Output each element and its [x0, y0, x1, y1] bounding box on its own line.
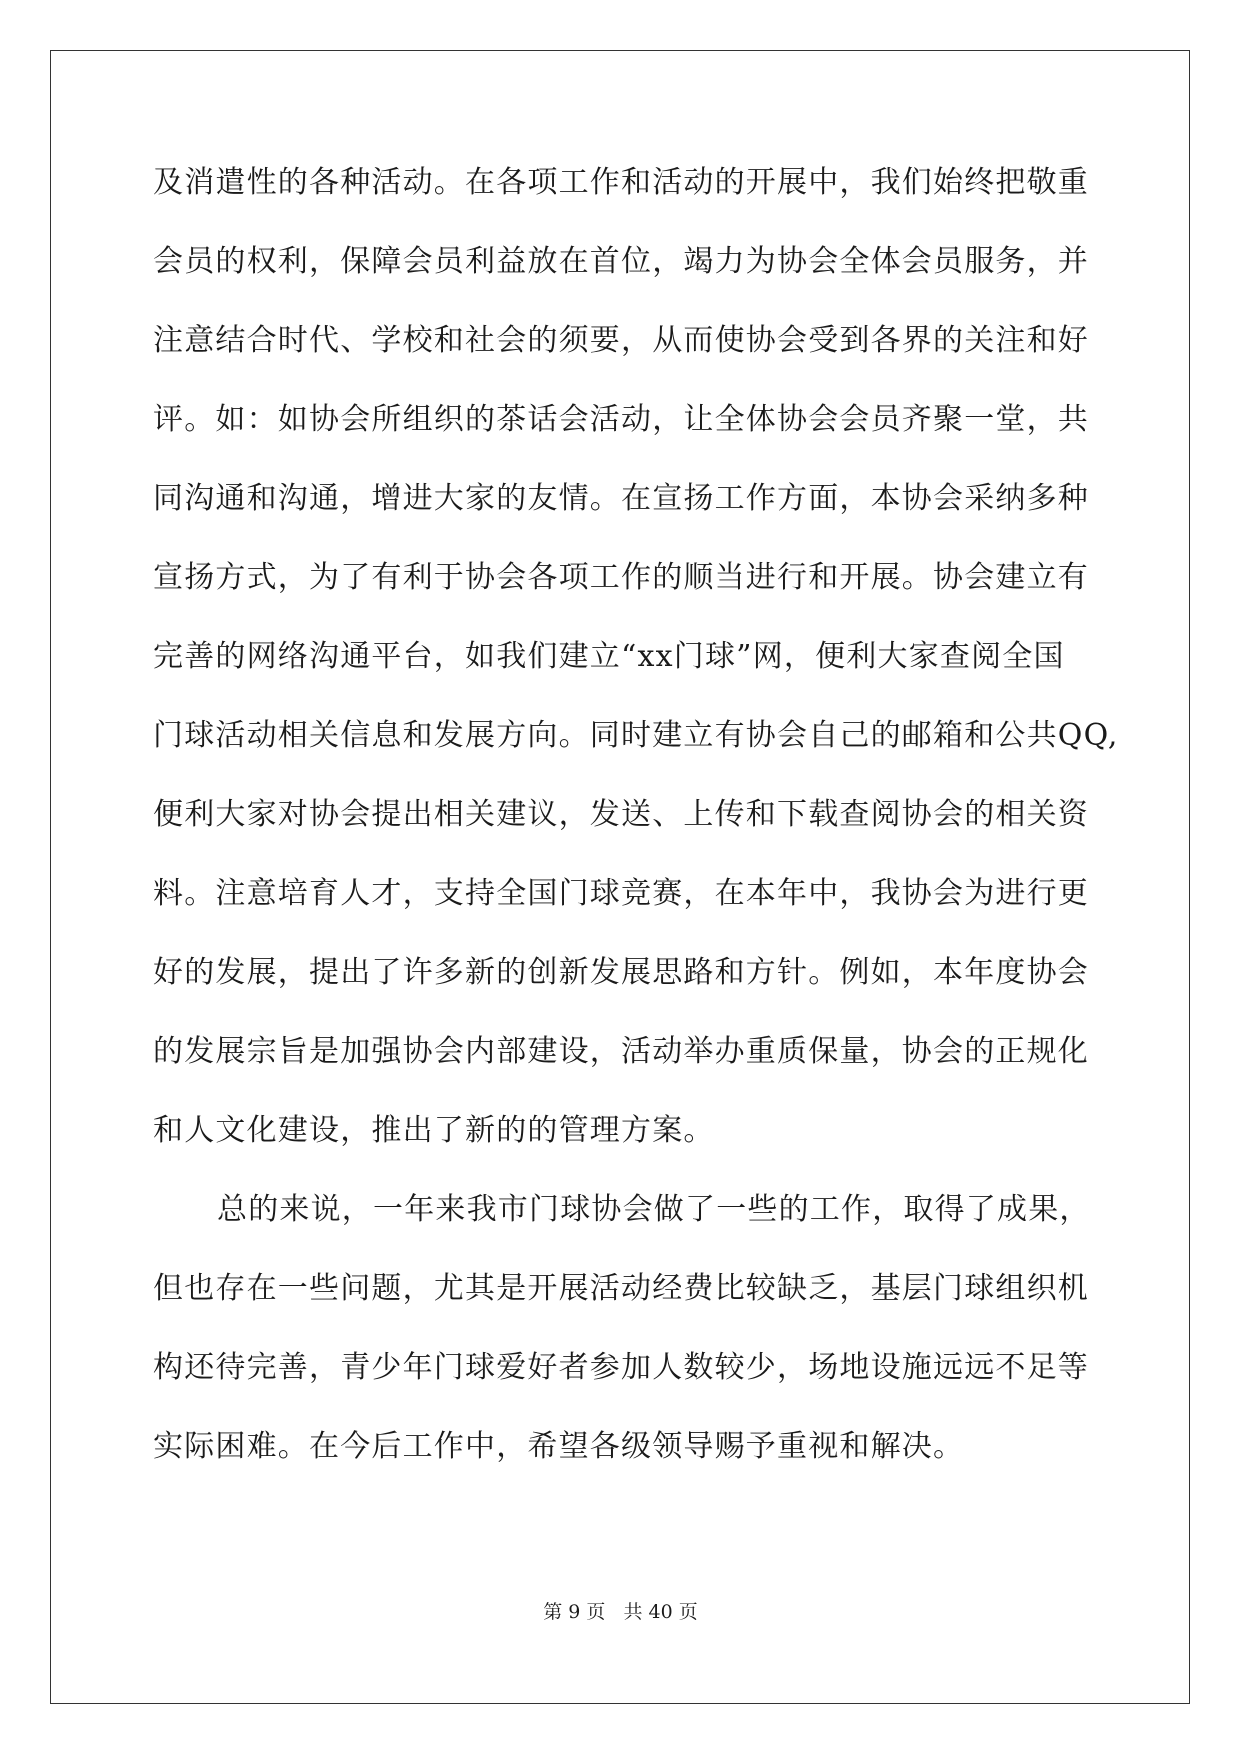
paragraph-1	[153, 160, 1119, 1187]
text-line: 便利大家对协会提出相关建议，发送、上传和下载查阅协会的相关资	[153, 797, 1089, 832]
text-line: 料。注意培育人才，支持全国门球竞赛，在本年中，我协会为进行更	[153, 876, 1089, 911]
text-line: 及消遣性的各种活动。在各项工作和活动的开展中，我们始终把敬重	[153, 165, 1089, 200]
text-line: 评。如：如协会所组织的茶话会活动，让全体协会会员齐聚一堂，共	[153, 402, 1089, 437]
text-line: 同沟通和沟通，增进大家的友情。在宣扬工作方面，本协会采纳多种	[153, 481, 1089, 516]
text-line: 总的来说，一年来我市门球协会做了一些的工作，取得了成果，	[217, 1192, 1091, 1227]
text-line: 注意结合时代、学校和社会的须要，从而使协会受到各界的关注和好	[153, 323, 1089, 358]
text-line: 的发展宗旨是加强协会内部建设，活动举办重质保量，协会的正规化	[153, 1034, 1089, 1069]
text-line: 宣扬方式，为了有利于协会各项工作的顺当进行和开展。协会建立有	[153, 560, 1089, 595]
document-body	[153, 160, 1119, 1503]
text-line: 和人文化建设，推出了新的的管理方案。	[153, 1113, 715, 1148]
text-line: 好的发展，提出了许多新的创新发展思路和方针。例如，本年度协会	[153, 955, 1089, 990]
text-line: 但也存在一些问题，尤其是开展活动经费比较缺乏，基层门球组织机	[153, 1271, 1089, 1306]
page-number-footer: 第 9 页 共 40 页	[543, 1601, 698, 1623]
text-line: 会员的权利，保障会员利益放在首位，竭力为协会全体会员服务，并	[153, 244, 1089, 279]
paragraph-2	[153, 1187, 1091, 1503]
text-line: 构还待完善，青少年门球爱好者参加人数较少，场地设施远远不足等	[153, 1350, 1089, 1385]
text-line: 门球活动相关信息和发展方向。同时建立有协会自己的邮箱和公共QQ,	[153, 718, 1119, 753]
text-line: 实际困难。在今后工作中，希望各级领导赐予重视和解决。	[153, 1429, 965, 1464]
text-line: 完善的网络沟通平台，如我们建立“xx门球”网，便利大家查阅全国	[153, 639, 1065, 674]
